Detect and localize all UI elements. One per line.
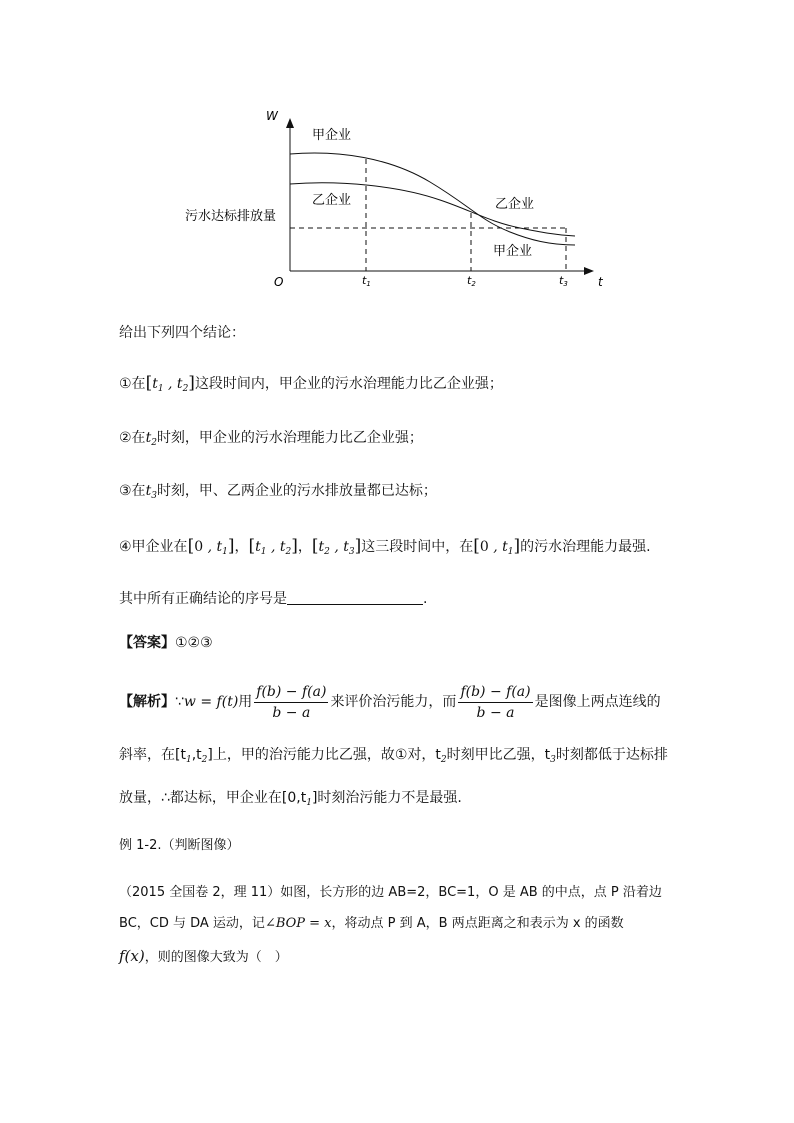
- c4-mid: 这三段时间中，在: [361, 539, 474, 555]
- analysis-line-1: [119, 682, 661, 722]
- c1-sub-b: 2: [182, 384, 189, 394]
- question-text: 其中所有正确结论的序号是: [119, 591, 287, 607]
- example-title: 例 1-2.（判断图像）: [119, 838, 240, 853]
- answer-blank: [287, 590, 423, 605]
- analysis-line-3: 放量，∴都达标，甲企业在$[0,t_1]$时刻治污能力不是最强.: [119, 790, 462, 808]
- fraction-2: $\frac{f(b) - f(a)}{b - a}$: [460, 683, 531, 721]
- c2-mark: ②在: [119, 430, 146, 446]
- answer-label: 【答案】: [119, 635, 175, 651]
- c3-rest: 时刻，甲、乙两企业的污水排放量都已达标；: [156, 483, 437, 499]
- analysis-label: 【解析】: [119, 694, 175, 710]
- c1-mark: ①在: [119, 376, 146, 392]
- label-yi-left: 乙企业: [312, 193, 352, 208]
- fx-expr: f(x): [119, 947, 145, 965]
- c2-rest: 时刻，甲企业的污水治理能力比乙企业强；: [156, 430, 423, 446]
- fraction-1: $\frac{f(b) - f(a)}{b - a}$: [256, 683, 327, 721]
- origin-label: O: [274, 275, 284, 289]
- x-axis-label: t: [598, 275, 603, 289]
- conclusion-3: ③在$t_3$时刻，甲、乙两企业的污水排放量都已达标；: [119, 483, 437, 501]
- c4-s1: 1: [222, 547, 228, 557]
- example-line-1: （2015 全国卷 2，理 11）如图，长方形的边 AB=2，BC=1，O 是 AB 的中点，点 P 沿着边: [119, 885, 662, 900]
- label-yi-right: 乙企业: [495, 197, 535, 212]
- conclusion-1: ①在[$t_1$ , $t_2$]这段时间内，甲企业的污水治理能力比乙企业强；: [119, 373, 503, 394]
- c1-bracket-open: [: [145, 373, 153, 393]
- tick-t1: t1: [362, 274, 371, 288]
- tick-t2: t2: [467, 274, 476, 288]
- y-axis-label: W: [266, 109, 278, 123]
- angle-expr: ∠BOP = x: [264, 916, 332, 931]
- c1-sub-a: 1: [157, 384, 164, 394]
- example-line-3: f(x)，则的图像大致为（ ）: [119, 947, 288, 965]
- x-axis-arrow: [584, 267, 594, 275]
- c4-rest: 的污水治理能力最强.: [520, 539, 651, 555]
- is-text: 是图像上两点连线的: [534, 694, 661, 710]
- tick-t3: t3: [559, 274, 568, 288]
- standard-label: 污水达标排放量: [185, 209, 277, 224]
- c4-mark: ④甲企业在: [119, 539, 188, 555]
- c4-s2: 1: [260, 547, 267, 557]
- question-end: .: [423, 591, 428, 607]
- ft-expr: f(t): [216, 694, 239, 710]
- eq-sign: =: [195, 694, 217, 710]
- use-word: 用: [238, 694, 253, 710]
- conclusion-4: ④甲企业在[0 , $t_1$]，[$t_1$ , $t_2$]，[$t_2$ , $t_3$]这三段时间中，在[0 , $t_1$]的污水治理能力最强.: [119, 536, 651, 557]
- c4-zero: 0: [194, 539, 204, 555]
- c4-s6: 1: [507, 547, 514, 557]
- conclusion-2: ②在$t_2$时刻，甲企业的污水治理能力比乙企业强；: [119, 430, 423, 448]
- w-var: w: [183, 694, 196, 710]
- answer-value: ①②③: [175, 635, 213, 651]
- y-axis-arrow: [286, 118, 294, 128]
- pollution-graph: [170, 100, 630, 300]
- c2-sub: 2: [151, 438, 157, 448]
- c1-bracket-close: ]: [188, 373, 195, 393]
- label-jia-top: 甲企业: [312, 128, 352, 143]
- question-line: [119, 589, 427, 609]
- eval-text: 来评价治污能力，而: [330, 694, 457, 710]
- label-jia-bottom: 甲企业: [493, 244, 533, 259]
- answer-line: [119, 633, 213, 653]
- c4-s4: 2: [324, 547, 330, 557]
- c3-sub: 3: [151, 491, 157, 501]
- c1-rest: 这段时间内，甲企业的污水治理能力比乙企业强；: [194, 376, 503, 392]
- analysis-line-2: 斜率，在$[t_1,t_2]$上，甲的治污能力比乙强，故①对，$t_2$时刻甲比乙强，$t_3$时刻都低于达标排: [119, 747, 668, 765]
- because-symbol: ∵: [175, 694, 184, 710]
- example-line-2: BC，CD 与 DA 运动，记∠BOP = x，将动点 P 到 A，B 两点距离之和表示为 x 的函数: [119, 916, 624, 931]
- c4-s5: 3: [348, 547, 355, 557]
- c3-mark: ③在: [119, 483, 146, 499]
- c4-s3: 2: [285, 547, 292, 557]
- intro-text: 给出下列四个结论：: [119, 325, 245, 341]
